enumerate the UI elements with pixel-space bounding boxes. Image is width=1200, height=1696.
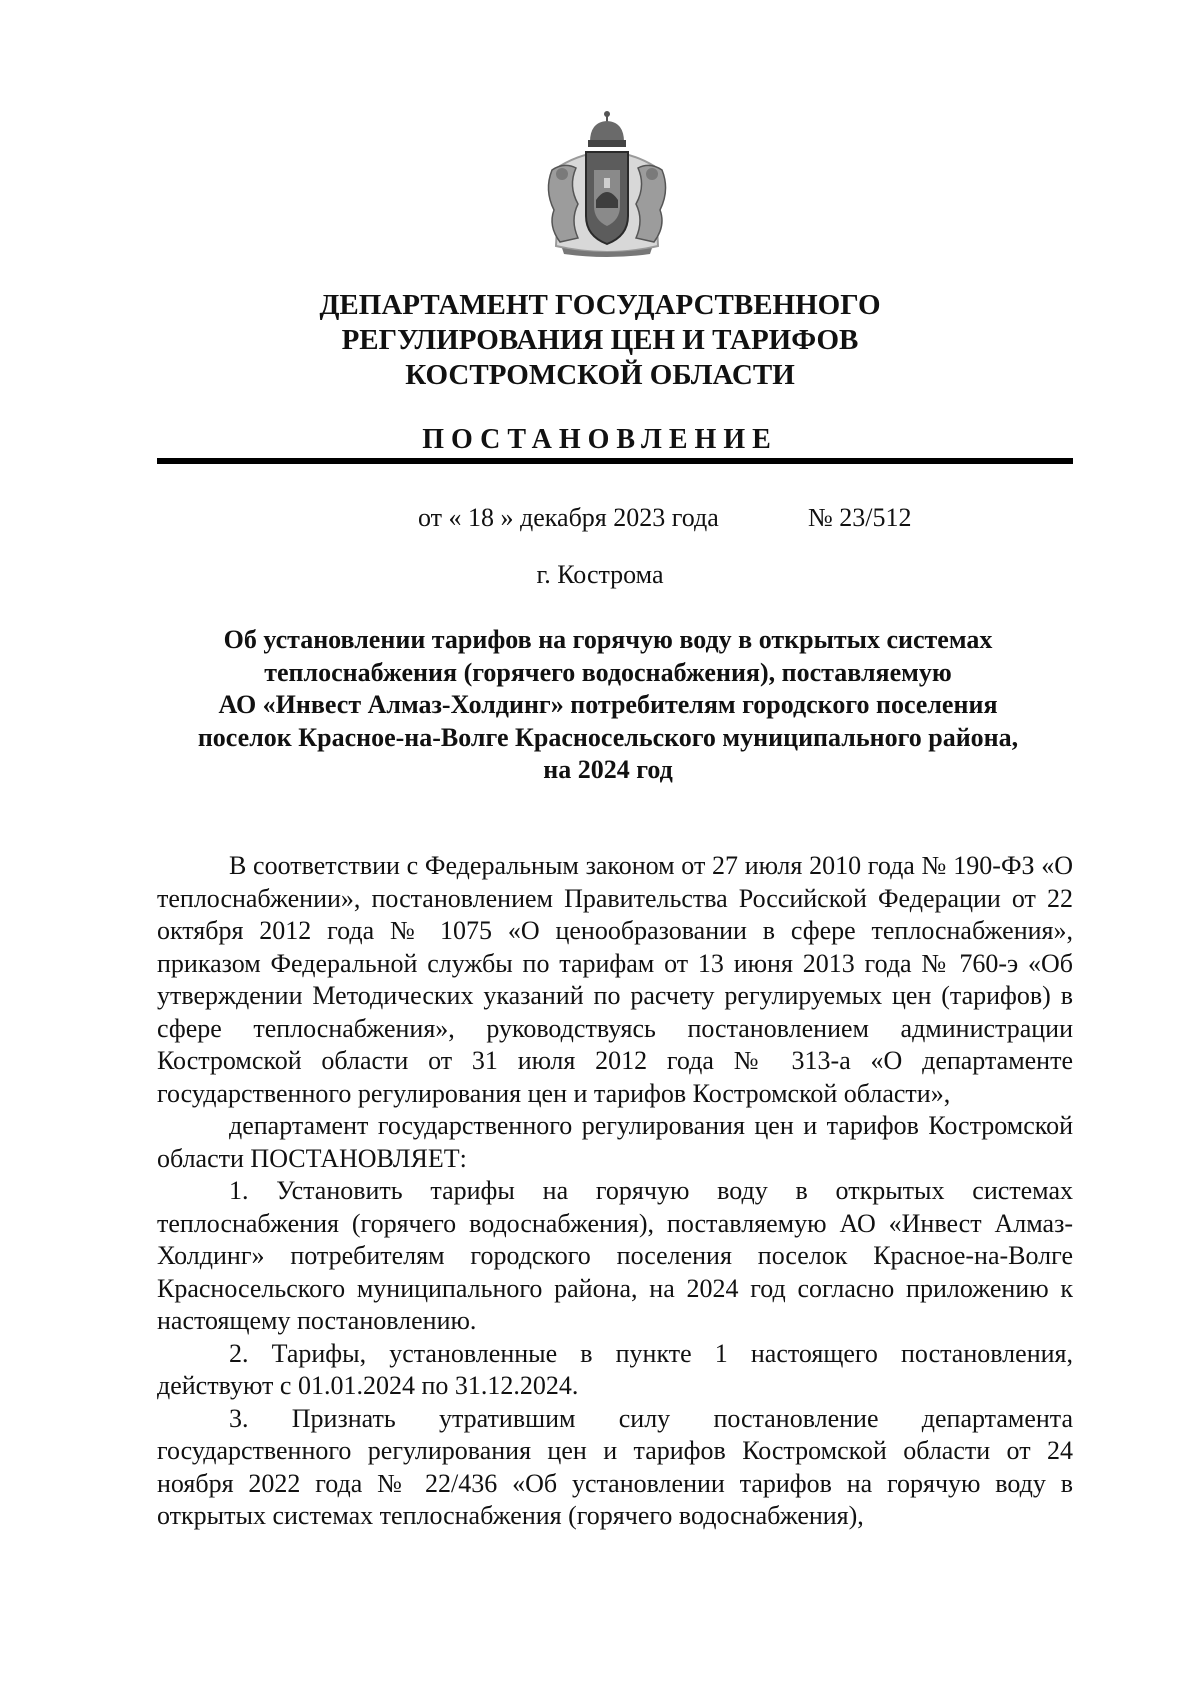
title-line: теплоснабжения (горячего водоснабжения), поставляемую [264,657,952,687]
document-date: от « 18 » декабря 2023 года [418,503,719,532]
body-paragraph-resolves: департамент государственного регулирования цен и тарифов Костромской области ПОСТАНОВЛЯЕТ: [157,1111,1073,1173]
body-paragraph-item-1: 1. Установить тарифы на горячую воду в открытых системах теплоснабжения (горячего водоснабжения), поставляемую АО «Инвест Алмаз-Холдинг» потребителям городского поселения поселок Красное-на-Волге Красносельского муниципального района, на 2024 год согласно приложению к настоящему постановлению. [157,1176,1073,1335]
title-line: Об установлении тарифов на горячую воду в открытых системах [223,625,993,654]
document-number: № 23/512 [808,503,912,532]
body-paragraph-item-3: 3. Признать утратившим силу постановление департамента государственного регулирования цен и тарифов Костромской области от 24 ноября 2022 года № 22/436 «Об установлении тарифов на горячую воду в открытых системах теплоснабжения (горячего водоснабжения), [157,1403,1073,1530]
title-line: на 2024 год [543,755,673,784]
document-city: г. Кострома [536,560,664,589]
document-body [157,850,1073,1533]
department-line: РЕГУЛИРОВАНИЯ ЦЕН И ТАРИФОВ [341,324,859,356]
document-kind: ПОСТАНОВЛЕНИЕ [422,424,778,455]
body-paragraph-preamble: В соответствии с Федеральным законом от 27 июля 2010 года № 190-ФЗ «О теплоснабжении», постановлением Правительства Российской Федерации от 22 октября 2012 года № 1075 «О ценообразовании в сфере теплоснабжения», приказом Федеральной службы по тарифам от 13 июня 2013 года № 760-э «Об утверждении Методических указаний по расчету регулируемых цен (тарифов) в сфере теплоснабжения», руководствуясь постановлением администрации Костромской области от 31 июля 2012 года № 313-а «О департаменте государственного регулирования цен и тарифов Костромской области», [157,851,1073,1108]
title-line: АО «Инвест Алмаз-Холдинг» потребителям городского поселения [218,690,998,719]
department-name [150,288,1050,393]
department-line: КОСТРОМСКОЙ ОБЛАСТИ [405,359,795,391]
document-title [150,624,1066,787]
title-line: поселок Красное-на-Волге Красносельского муниципального района, [197,722,1019,752]
department-line: ДЕПАРТАМЕНТ ГОСУДАРСТВЕННОГО [319,289,881,321]
header-divider [157,458,1073,464]
coat-of-arms-icon [532,108,682,258]
body-paragraph-item-2: 2. Тарифы, установленные в пункте 1 настоящего постановления, действуют с 01.01.2024 по 31.12.2024. [157,1338,1073,1400]
